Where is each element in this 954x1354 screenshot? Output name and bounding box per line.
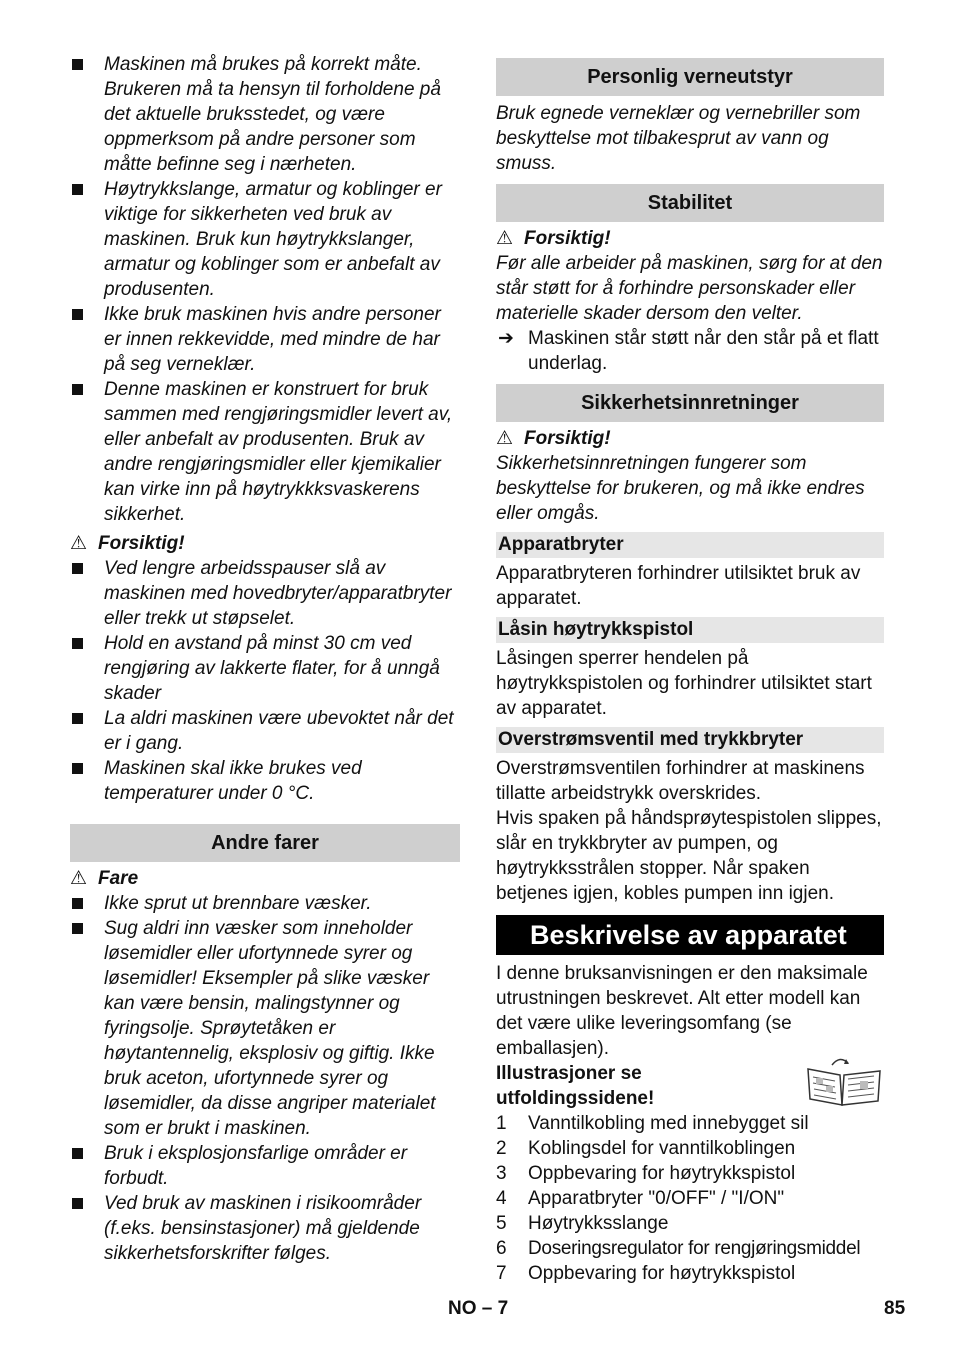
bullet-square-icon: [72, 923, 83, 934]
list-item: Høytrykkslange, armatur og koblinger er viktige for sikkerheten ved bruk av maskinen. Bruk kun høytrykkslanger, armatur og koblinger som er anbefalt av produsenten.: [70, 177, 460, 302]
list-item: 6 Doseringsregulator for rengjøringsmiddel: [496, 1238, 861, 1259]
section-heading-verneutstyr: Personlig verneutstyr: [496, 58, 884, 96]
illustrasjoner-text: Illustrasjoner se utfoldingssidene!: [496, 1063, 655, 1109]
caution-notice: ⚠ Forsiktig!: [496, 428, 611, 449]
bullet-square-icon: [72, 898, 83, 909]
list-item: Ved bruk av maskinen i risikoområder (f.eks. bensinstasjoner) må gjeldende sikkerhetsforskrifter følges.: [70, 1191, 460, 1266]
footer-section-label: NO – 7: [448, 1298, 509, 1319]
verneutstyr-text: Bruk egnede verneklær og vernebriller som beskyttelse mot tilbakesprut av vann og smuss.: [496, 103, 861, 174]
list-item: 3 Oppbevaring for høytrykkspistol: [496, 1163, 796, 1184]
warning-triangle-icon: ⚠: [70, 533, 88, 554]
stabilitet-text: Før alle arbeider på maskinen, sørg for at den står støtt for å forhindre personskader eller materielle skader dersom den velter.: [496, 253, 883, 324]
left-column: [70, 52, 460, 1266]
subheading-apparatbryter: Apparatbryter: [496, 532, 884, 558]
bullet-square-icon: [72, 184, 83, 195]
right-column: [496, 58, 884, 1286]
bullet-square-icon: [72, 713, 83, 724]
list-item: Sug aldri inn væsker som inneholder løsemidler eller ufortynnede syrer og løsemidler! Eksempler på slike væsker kan være bensin, malingstynner og fyringsolje. Sprøytetåken er høytantennelig, eksplosiv og giftig. Ikke bruk aceton, ufortynnede syrer og løsemidler, da disse angriper materialet som er brukt i maskinen.: [70, 916, 460, 1141]
page-number: 85: [884, 1298, 906, 1319]
list-item: Denne maskinen er konstruert for bruk sammen med rengjøringsmidler levert av, eller anbefalt av produsenten. Bruk av andre rengjøringsmidler eller kjemikalier kan virke inn på høytrykkksvaskerens sikkerhet.: [70, 377, 460, 527]
section-heading-sikkerhet: Sikkerhetsinnretninger: [496, 384, 884, 422]
bullet-square-icon: [72, 59, 83, 70]
list-item: 5 Høytrykksslange: [496, 1213, 669, 1234]
foldout-book-icon: [804, 1055, 884, 1109]
bullet-square-icon: [72, 638, 83, 649]
subheading-laas: Låsin høytrykkspistol: [496, 617, 884, 643]
laas-text: Låsingen sperrer hendelen på høytrykkspistolen og forhindrer utilsiktet start av apparatet.: [496, 648, 872, 719]
section-heading-stabilitet: Stabilitet: [496, 184, 884, 222]
bullet-square-icon: [72, 763, 83, 774]
section-heading-andre-farer: Andre farer: [70, 824, 460, 862]
warning-triangle-icon: ⚠: [496, 228, 514, 249]
warning-triangle-icon: ⚠: [496, 428, 514, 449]
sikkerhet-text: Sikkerhetsinnretningen fungerer som beskyttelse for brukeren, og må ikke endres eller omgås.: [496, 453, 865, 524]
list-item: 4 Apparatbryter "0/OFF" / "I/ON": [496, 1188, 785, 1209]
list-item: Maskinen skal ikke brukes ved temperaturer under 0 °C.: [70, 756, 460, 806]
caution-notice: ⚠ Forsiktig!: [70, 533, 185, 554]
warning-triangle-icon: ⚠: [70, 868, 88, 889]
bullet-square-icon: [72, 309, 83, 320]
subheading-overstrom: Overstrømsventil med trykkbryter: [496, 727, 884, 753]
overstrom-text-2: Hvis spaken på håndsprøytespistolen slippes, slår en trykkbryter av pumpen, og høytrykksstrålen stopper. Når spaken betjenes igjen, kobles pumpen inn igjen.: [496, 808, 882, 904]
chapter-heading-beskrivelse: Beskrivelse av apparatet: [496, 915, 884, 955]
list-item: 7 Oppbevaring for høytrykkspistol: [496, 1263, 796, 1284]
caution-notice: ⚠ Forsiktig!: [496, 228, 611, 249]
list-item: Hold en avstand på minst 30 cm ved rengjøring av lakkerte flater, for å unngå skader: [70, 631, 460, 706]
danger-notice: ⚠ Fare: [70, 868, 139, 889]
apparatbryter-text: Apparatbryteren forhindrer utilsiktet bruk av apparatet.: [496, 563, 861, 609]
bullet-square-icon: [72, 1148, 83, 1159]
list-item: Ikke bruk maskinen hvis andre personer er innen rekkevidde, med mindre de har på seg verneklær.: [70, 302, 460, 377]
arrow-right-icon: ➔: [498, 328, 514, 349]
bullet-square-icon: [72, 384, 83, 395]
list-item: Ved lengre arbeidsspauser slå av maskinen med hovedbryter/apparatbryter eller trekk ut støpselet.: [70, 556, 460, 631]
overstrom-text-1: Overstrømsventilen forhindrer at maskinens tillatte arbeidstrykk overskrides.: [496, 758, 865, 804]
list-item: La aldri maskinen være ubevoktet når det er i gang.: [70, 706, 460, 756]
list-item: 1 Vanntilkobling med innebygget sil: [496, 1113, 809, 1134]
list-item: Maskinen må brukes på korrekt måte. Brukeren må ta hensyn til forholdene på det aktuelle bruksstedet, og være oppmerksom på andre personer som måtte befinne seg i nærheten.: [70, 52, 460, 177]
illustration-note: [496, 1061, 884, 1111]
list-item: Bruk i eksplosjonsfarlige områder er forbudt.: [70, 1141, 460, 1191]
result-item: ➔ Maskinen står støtt når den står på et flatt underlag.: [498, 328, 879, 374]
list-item: Ikke sprut ut brennbare væsker.: [70, 891, 460, 916]
bullet-square-icon: [72, 1198, 83, 1209]
beskrivelse-intro: I denne bruksanvisningen er den maksimale utrustningen beskrevet. Alt etter modell kan det være ulike leveringsomfang (se emballasjen).: [496, 963, 868, 1059]
bullet-square-icon: [72, 563, 83, 574]
list-item: 2 Koblingsdel for vanntilkoblingen: [496, 1138, 796, 1159]
